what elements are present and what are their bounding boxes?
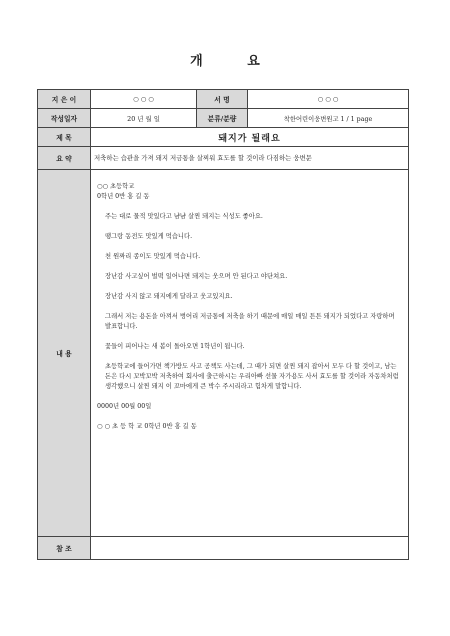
category-label: 분류/분량: [197, 109, 248, 128]
paragraph: 장난감 사지 않고 돼지에게 달라고 웃고있지요.: [105, 293, 233, 300]
paragraph: 장난감 사고싶어 벌떡 일어나면 돼지는 웃으며 안 된다고 야단쳐요.: [105, 273, 288, 280]
author-row: [38, 90, 409, 109]
signature-label: 서 명: [197, 90, 248, 109]
summary-text: 저축하는 습관을 가져 돼지 저금통을 살찌워 효도를 할 것이라 다짐하는 웅변문: [91, 147, 409, 170]
paragraph: 초등학교에 들어가면 책가방도 사고 공책도 사는데, 그 때가 되면 살찐 돼지 잡아서 모두 다 할 것이고, 남는 돈은 다시 꼬박꼬박 저축하여 회사에 출근하시는 우리아빠 선물 자가용도 사서 효도를 할 것이라 자동차처럼 생각했으니 살찐 돼지 이 꼬마에게 큰 박수 주시리라고 힘차게 말합니다.: [105, 363, 399, 390]
reference-label: 참 조: [38, 537, 91, 560]
summary-row: [38, 147, 409, 170]
date-label: 작성일자: [38, 109, 91, 128]
content-label: 내 용: [38, 170, 91, 537]
date-row: [38, 109, 409, 128]
school-line: ○○ 초등학교: [97, 183, 135, 190]
author-label: 지 은 이: [38, 90, 91, 109]
paragraph: 그래서 저는 용돈을 아껴서 벙어리 저금통에 저축을 하기 때문에 매일 매일 튼튼 돼지가 되었다고 자랑하며 발표합니다.: [105, 313, 395, 330]
closing-line: ○ ○ 초 등 학 교 0학년 0반 홍 길 동: [97, 423, 197, 430]
overview-table: [37, 89, 409, 560]
paragraph: 땡그랑 동전도 맛있게 먹습니다.: [105, 233, 193, 240]
speaker-line: 0학년 0반 홍 길 동: [97, 193, 150, 200]
speech-title: 돼지가 될래요: [91, 128, 409, 147]
author-value: ○ ○ ○: [91, 90, 197, 109]
content-row: [38, 170, 409, 537]
title-label: 제 목: [38, 128, 91, 147]
content-body: [91, 170, 409, 537]
date-line: 0000년 00월 00일: [97, 403, 152, 410]
paragraph: 주는 대로 물적 맛있다고 냠냠 살찐 돼지는 식성도 좋아요.: [105, 213, 263, 220]
reference-row: [38, 537, 409, 560]
paragraph: 천 원짜리 종이도 맛있게 먹습니다.: [105, 253, 201, 260]
summary-label: 요 약: [38, 147, 91, 170]
paragraph: 꽃들이 피어나는 새 봄이 돌아오면 1학년이 됩니다.: [105, 343, 245, 350]
category-value: 착한어린이웅변원고 1 / 1 page: [248, 109, 409, 128]
page-title: 개 요: [190, 54, 280, 69]
reference-value: [91, 537, 409, 560]
title-row: [38, 128, 409, 147]
date-value: 20 년 월 일: [91, 109, 197, 128]
signature-value: ○ ○ ○: [248, 90, 409, 109]
